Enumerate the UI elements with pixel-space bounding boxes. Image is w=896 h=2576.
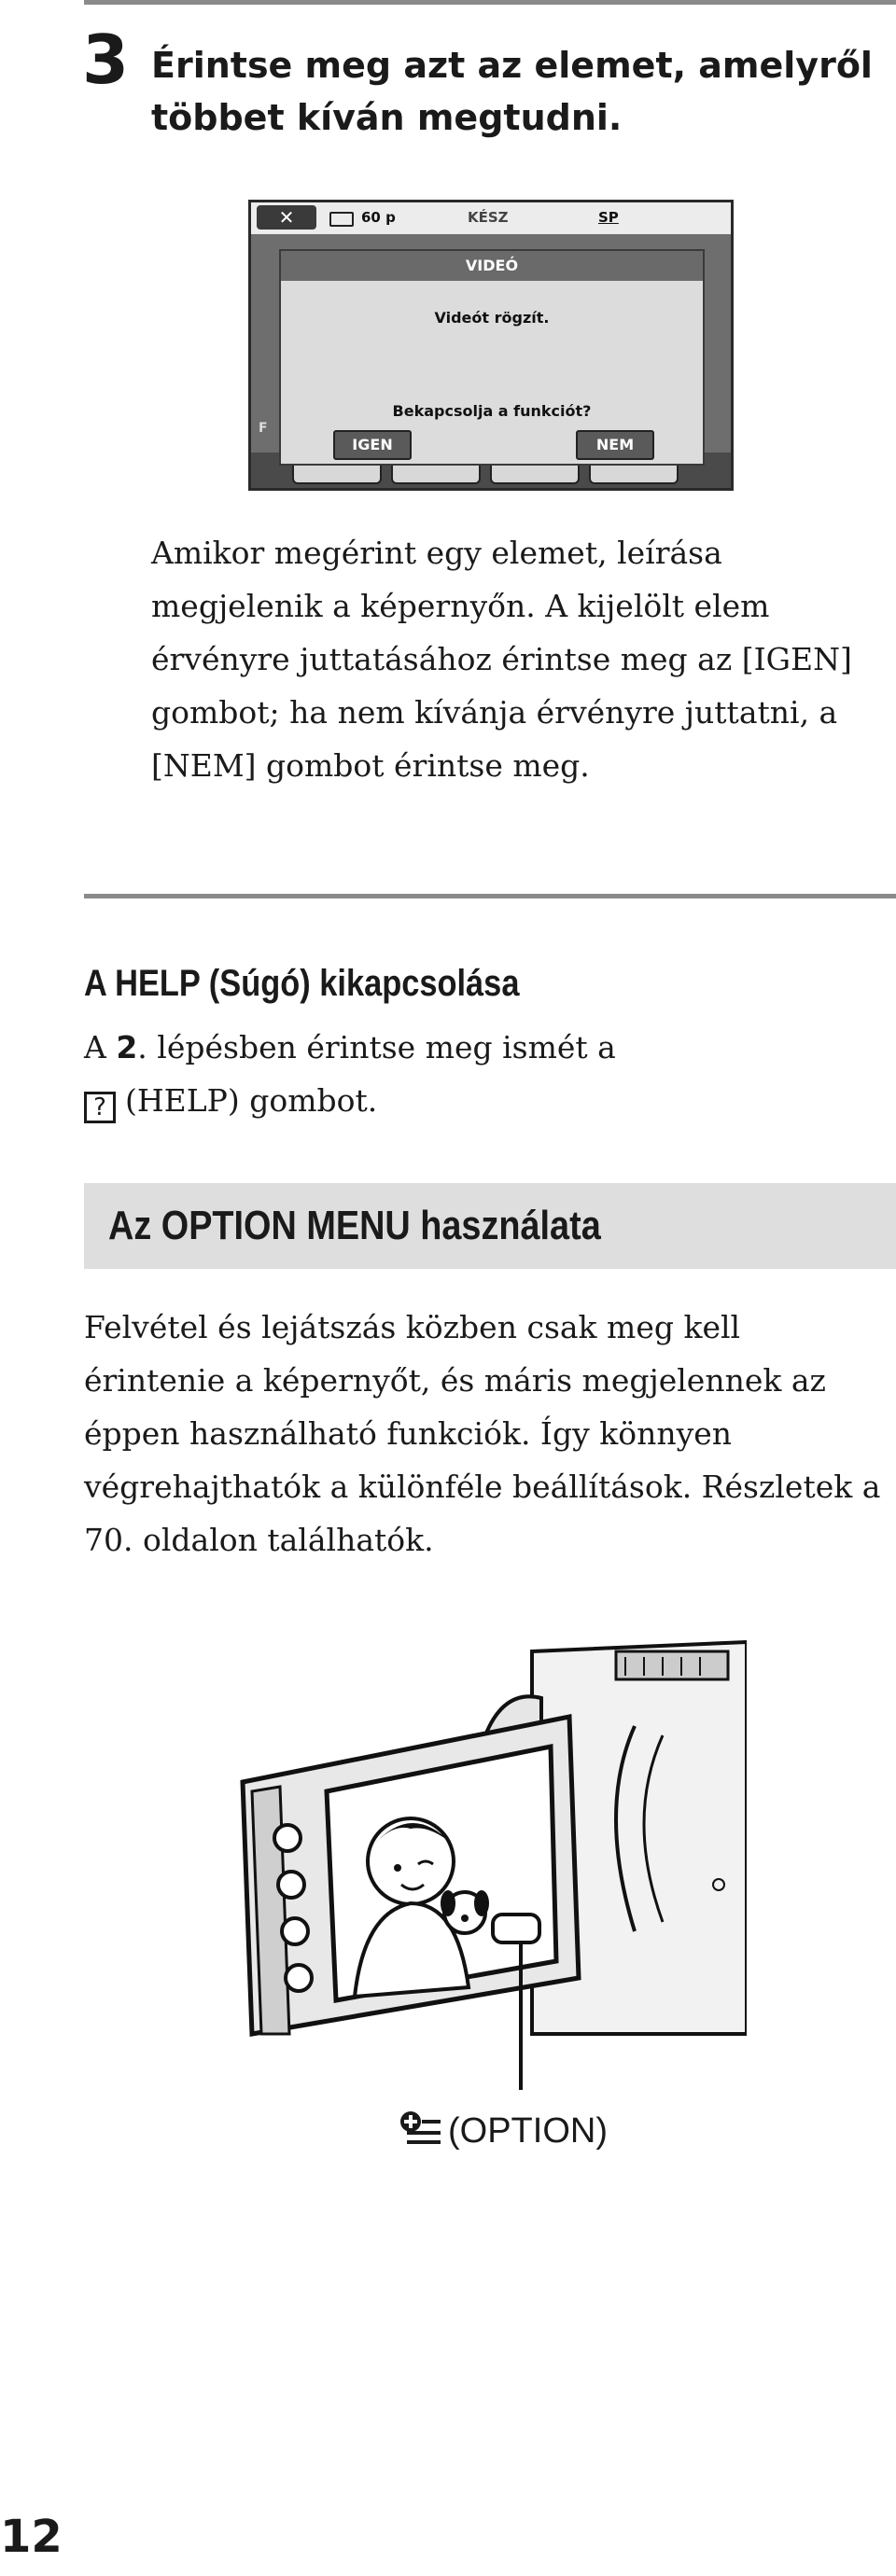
yes-button[interactable]: IGEN <box>333 430 412 460</box>
step-title: Érintse meg azt az elemet, amelyről többet kíván megtudni. <box>151 45 873 138</box>
battery-icon <box>329 212 354 227</box>
option-menu-banner <box>84 1183 896 1269</box>
help-off-text <box>84 1021 877 1127</box>
section-rule <box>84 894 896 898</box>
top-rule <box>84 0 896 5</box>
step-explanation: Amikor megérint egy elemet, leírása megjelenik a képernyőn. A kijelölt elem érvényre juttatásához érintse meg az [IGEN] gombot; ha nem kívánja érvényre juttatni, a [NEM] gombot érintse meg. <box>151 535 852 784</box>
no-button[interactable]: NEM <box>576 430 654 460</box>
ready-status: KÉSZ <box>468 209 509 226</box>
lcd-side-label: F <box>259 421 268 436</box>
help-dialog <box>279 249 705 466</box>
dialog-message: Videót rögzít. <box>434 309 550 327</box>
step-number: 3 <box>82 21 130 99</box>
time-remaining: 60 p <box>361 209 396 226</box>
quality-indicator: SP <box>598 209 619 226</box>
dialog-question: Bekapcsolja a funkciót? <box>392 402 592 420</box>
page-number: 12 <box>0 2511 63 2563</box>
lcd-screenshot <box>248 200 734 491</box>
help-off-text-end: (HELP) gombot. <box>125 1082 378 1119</box>
lcd-status-bar <box>251 202 731 234</box>
help-off-heading: A HELP (Súgó) kikapcsolása <box>84 963 520 1004</box>
camcorder-illustration <box>224 1623 747 2146</box>
close-icon[interactable]: ✕ <box>257 205 316 230</box>
help-icon: ? <box>84 1092 116 1123</box>
option-label: (OPTION) <box>448 2111 608 2151</box>
option-menu-heading: Az OPTION MENU használata <box>108 1203 601 1248</box>
help-off-text-before: A <box>84 1029 117 1065</box>
option-icon <box>399 2110 442 2148</box>
help-off-text-after: . lépésben érintse meg ismét a <box>137 1029 616 1065</box>
option-menu-body: Felvétel és lejátszás közben csak meg kell érintenie a képernyőt, és máris megjelennek az éppen használható funkciók. Így könnyen végrehajthatók a különféle beállítások. Részletek a 70. oldalon találhatók. <box>84 1309 881 1558</box>
option-callout <box>399 2105 608 2157</box>
step-ref: 2 <box>116 1029 138 1065</box>
dialog-title: VIDEÓ <box>281 251 703 281</box>
